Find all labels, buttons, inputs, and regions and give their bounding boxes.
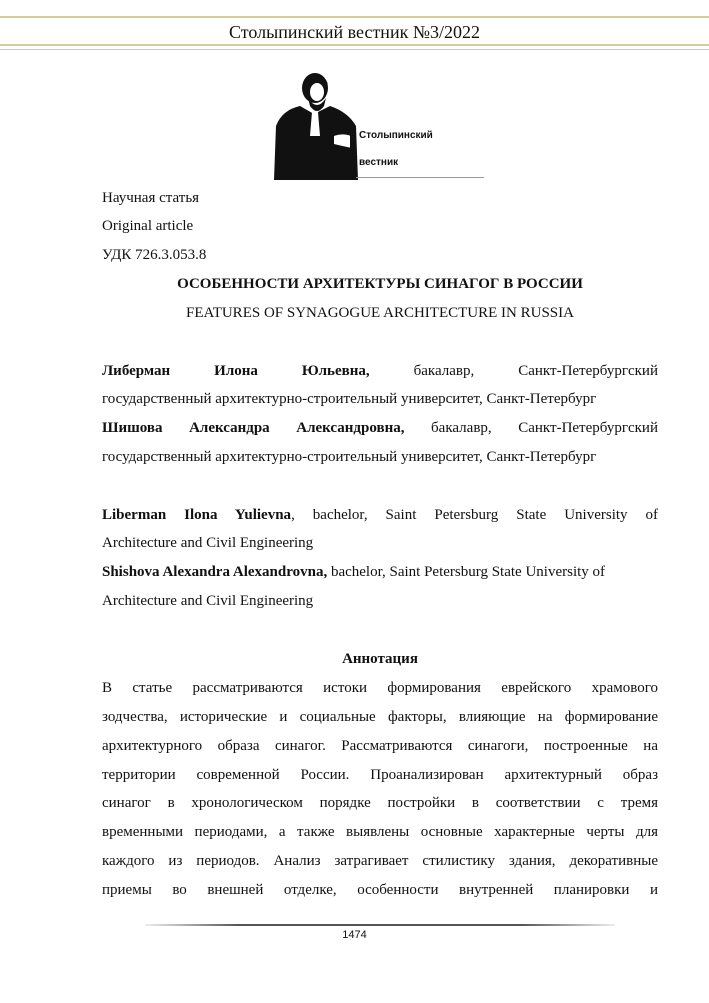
article-type-ru: Научная статья <box>102 190 200 206</box>
author-en-1-affil: , bachelor, Saint Petersburg State University of <box>291 507 658 523</box>
author-en-1-name: Liberman Ilona Yulievna <box>102 507 292 523</box>
author-ru-2-affil: бакалавр, Санкт-Петербургский <box>404 420 658 436</box>
header-divider <box>0 49 709 50</box>
udc-code: УДК 726.3.053.8 <box>102 247 207 263</box>
logo-text-line2: вестник <box>359 157 399 168</box>
author-en-1-line2: Architecture and Civil Engineering <box>102 535 314 551</box>
abstract-line: синагог в хронологическом порядке постройки в соответствии с тремя <box>102 795 658 811</box>
title-ru: ОСОБЕННОСТИ АРХИТЕКТУРЫ СИНАГОГ В РОССИИ <box>177 276 583 292</box>
logo-text-line1: Столыпинский <box>359 130 433 141</box>
title-en: FEATURES OF SYNAGOGUE ARCHITECTURE IN RUSSIA <box>186 305 574 321</box>
abstract-line: каждого из периодов. Анализ затрагивает стилистику здания, декоративные <box>102 853 658 869</box>
author-en-2-name: Shishova Alexandra Alexandrovna, <box>102 564 328 580</box>
journal-title: Столыпинский вестник №3/2022 <box>228 22 480 42</box>
abstract-line: В статье рассматриваются истоки формирования еврейского храмового <box>102 680 658 696</box>
journal-header <box>0 16 709 46</box>
author-en-2-affil: bachelor, Saint Petersburg State University of <box>327 564 606 580</box>
author-ru-2-name: Шишова Александра Александровна, <box>102 420 405 436</box>
author-ru-2-line2: государственный архитектурно-строительный университет, Санкт-Петербург <box>102 449 597 465</box>
abstract-heading: Аннотация <box>342 651 418 667</box>
abstract-line: зодчества, исторические и социальные факторы, влияющие на формирование <box>102 709 658 725</box>
author-ru-1-name: Либерман Илона Юльевна, <box>102 363 370 379</box>
abstract-line: временными периодами, а также выявлены основные характерные черты для <box>102 824 658 840</box>
author-ru-1-affil: бакалавр, Санкт-Петербургский <box>369 363 658 379</box>
author-ru-2-line1 <box>102 418 658 438</box>
abstract-line: приемы во внешней отделке, особенности внутренней планировки и <box>102 882 658 898</box>
author-en-2-line2: Architecture and Civil Engineering <box>102 593 314 609</box>
logo-divider <box>356 177 484 178</box>
author-ru-1-line2: государственный архитектурно-строительный университет, Санкт-Петербург <box>102 391 597 407</box>
article-type-en: Original article <box>102 218 194 234</box>
abstract-line: территории современной России. Проанализирован архитектурный образ <box>102 767 658 783</box>
author-en-2-line1 <box>102 562 658 582</box>
author-ru-1-line1 <box>102 361 658 381</box>
abstract-line: архитектурного образа синагог. Рассматриваются синагоги, построенные на <box>102 738 658 754</box>
footer-divider <box>145 924 615 926</box>
page-number: 1474 <box>342 929 367 941</box>
author-en-1-line1 <box>102 505 658 525</box>
